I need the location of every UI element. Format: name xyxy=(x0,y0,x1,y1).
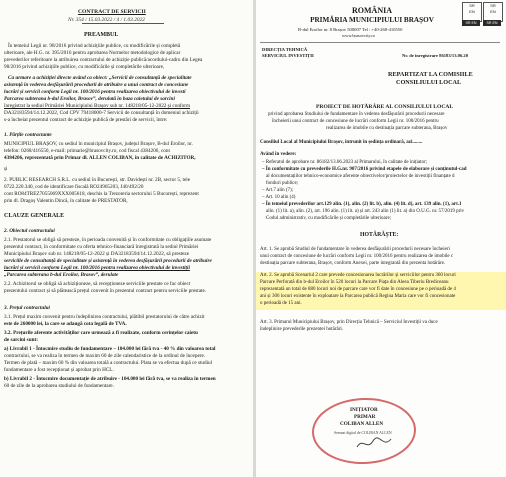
view-line: – Art. 10 alin (4) xyxy=(262,195,296,200)
country-title: ROMÂNIA xyxy=(352,6,392,15)
view-line: – Referatul de aprobare nr. 86182/13.06.2023 al Primarului, în calitate de inițiator; xyxy=(262,160,428,165)
preamble-line: Parcarea subterana b-dul Eroilor, Brasov”, derulată în baza caietului de sarcini xyxy=(4,96,175,102)
department-name: DIRECȚIA TEHNICĂ xyxy=(262,47,308,52)
preamble-line: lucrări și servicii conform Legii nr. 100/2016 pentru realizarea obiectivului de investi xyxy=(4,89,186,95)
institution-website: www.brasovcity.ro xyxy=(342,33,376,38)
article-line: unui contract de concesiune de lucrări conform Legii nr. 100/2016 pentru realizarea de imobile c xyxy=(260,254,454,259)
price-line: 3.2. Prețurile aferente activităților care urmează a fi realizate, conform cerințelor caietu xyxy=(4,330,198,336)
parties-line: 2. PUBLIC RESEARCH S.R.L. cu sediul în București, str. Davidești nr. 2B, sector 5, tele xyxy=(4,177,191,183)
preamble-line: s-a încheiat prezentul contract de achiziție publică de prestări de servicii, între: xyxy=(4,117,168,123)
price-line: este de 260000 lei, la care se adaugă cota legală de TVA. xyxy=(4,321,127,327)
registration-number: Nr. de înregistrare 86183/13.06.20 xyxy=(402,53,469,58)
view-line: al documentațiilor tehnico-economice aferente obiectivelor/proiectelor de investiții finanțate d xyxy=(266,174,455,179)
header-rule xyxy=(260,42,500,43)
contract-number: Nr. 354 / 15.03.2022 / 4 / 1.03.2022 xyxy=(68,17,145,23)
view-line: – În temeiul prevederilor art.129 alin. (1), alin. (2) lit. b), alin. (4) lit. d), art. 139 alin. (1), art.1 xyxy=(262,202,462,207)
stamp-name: COLIBAN ALLEN xyxy=(340,421,384,427)
price-line: Termen de plată – maxim 60 % din valoarea totală a contractului. Plata se va efectua după ce studiul xyxy=(4,360,213,366)
project-line: încheierii unui contract de concesiune de lucrări conform Legii nr. 100/2016 pentru xyxy=(272,119,439,124)
parties-line: 4384206, reprezentată prin Primar dl. ALLEN COLIBAN, în calitate de ACHIZITOR, xyxy=(4,155,196,161)
article-line: destinația parcare subterana, Brașov, conform Anexei, parte integrantă din prezenta hotărâre. xyxy=(260,261,446,266)
preamble-line: În temeiul Legii nr. 98/2016 privind achizițiile publice, cu modificările și completă xyxy=(8,43,181,49)
preamble-line: ulterioare, ale H.G. nr. 395/2016 pentru aprobarea Normelor metodologice de aplicar xyxy=(4,50,181,56)
article-line: Art. 2. Se aprobă Scenariul 2 care prevede concesionarea lucrărilor și serviciilor pentru 360 locuri xyxy=(260,273,456,278)
price-line: 60 de zile de la aprobarea studiului de fundamentare. xyxy=(4,383,114,389)
parties-line: și xyxy=(4,166,8,172)
iso-9001-logo-icon: SR EN xyxy=(462,2,482,22)
view-line: – În conformitate cu prevederile H.G.nr. 907/2016 privind etapele de elaborare și conținutul-cad xyxy=(262,167,467,172)
price-line: 3.1. Prețul maxim convenit pentru îndeplinirea contractului, plătibil prestatorului de către achizit xyxy=(4,314,205,320)
contract-title: CONTRACT DE SERVICII xyxy=(78,9,146,15)
signature-icon xyxy=(355,435,395,453)
object-line: prezentul contract, în conformitate cu oferta tehnico-financiară înregistrată la sediul Primăriei xyxy=(4,244,199,250)
parties-line: cont RO84TREZ7055069XXX005618, deschis la Trezoreria sectorului 5 București, reprezent xyxy=(4,191,199,197)
council-line: Consiliul Local al Municipiului Brașov, întrunit în ședința ordinară, azi........ xyxy=(260,140,423,145)
article-line: Parcare Perforată din b-dul Eroilor în 520 locuri la Parcare Piața din Aleea Tiberiu Brediceanu xyxy=(260,280,449,285)
general-clauses-heading: CLAUZE GENERALE xyxy=(4,213,65,219)
committee-title-2: CONSILIULUI LOCAL xyxy=(396,79,462,86)
iso-14001-logo-icon: SR EN xyxy=(483,2,503,22)
object-heading: 2. Obiectul contractului xyxy=(4,228,55,234)
stamp-digital-note: Semnat digital de COLIBAN ALLEN xyxy=(334,431,392,435)
decides-heading: HOTĂRĂȘTE: xyxy=(360,232,399,238)
object-line: serviciile de consultanță de specialitate și asistență în vederea desfășurării procedurii de atribuire xyxy=(4,258,212,264)
parties-line: prin dl. Dragoș Valentin Dincă, în calitate de PRESTATOR, xyxy=(4,198,128,204)
project-line: privind aprobarea Studiului de fundamentare în vederea desfășurării procedurii necesare xyxy=(268,112,445,117)
price-line: contractului, se va realiza în termen de maxim 60 de zile calendaristice de la ordinul de începere. xyxy=(4,353,206,359)
number-underline xyxy=(82,23,164,24)
preamble-heading: PREAMBUL xyxy=(84,32,119,38)
having-in-view: Având în vedere: xyxy=(260,152,297,157)
object-line: Municipiului Brașov sub nr. 148218/05-12-2022 și DA32183594/14.12.2022, să presteze xyxy=(4,251,190,257)
article-line: ani și 306 locuri existente în exploatare la Parcarea publică Regina Maria care vor fi concesionate xyxy=(260,294,456,299)
article-line: Art. 3. Primarul Municipiului Brașov, prin Direcția Tehnică – Serviciul Investiții va duce xyxy=(260,320,438,325)
preamble-line: 98/2016 privind achizițiile publice, cu modificările și completările ulterioare, xyxy=(4,64,165,70)
institution-address: B-dul Eroilor nr. 8 Brașov 500007 Tel : +40-268-416550 xyxy=(298,27,403,32)
department-service: SERVICIUL INVESTIȚII xyxy=(262,53,314,58)
object-line: 2.2. Achizitorul se obligă să achiziționeze, să recepționeze serviciile prestate ce fac obiect xyxy=(4,281,191,287)
view-line: alin. (1) lit. a), alin. (2), art. 196 alin. (1) lit. a) și art. 243 alin (1) lit. a) din O.U.G. nr. 57/2019 priv xyxy=(266,209,465,214)
institution-title: PRIMĂRIA MUNICIPIULUI BRAȘOV xyxy=(310,16,434,24)
project-line: realizarea de imobile cu destinația parcare subterana, Brașov xyxy=(326,126,448,131)
object-line: lucrări și servicii conform Legii nr. 100/2016 pentru realizarea obiectivului de investiții xyxy=(4,265,190,271)
price-heading: 3. Prețul contractului xyxy=(4,305,50,311)
article-line: Art. 1. Se aprobă Studiul de fundamentare în vederea desfășurării procedurii necesare încheieri xyxy=(260,247,450,252)
object-line: prezentului contract și să plătească prețul convenit în prezentul contract pentru serviciile prestate. xyxy=(4,288,207,294)
price-line: fundamentare a fost recepționat și aprobat prin HCL. xyxy=(4,367,114,373)
preamble-line: asistență în vederea desfășurării procedurii de atribuire a unui contract de concesiune xyxy=(4,82,189,88)
article-line: o perioadă de 15 ani. xyxy=(260,301,302,306)
parties-line: telefon: 0268/416550, e-mail: primarie@brasovcity.ro, cod fiscal 4384206, cont xyxy=(4,148,170,154)
preamble-line: Ca urmare a achiziției directe având ca obiect: „Servicii de consultanță de specialitate xyxy=(8,75,192,81)
price-line: b) Livrabil 2 - Întocmire documentație de atribuire - 104.000 lei fără tva, se va realiza în termen xyxy=(4,376,216,382)
preamble-line: prevederilor referitoare la atribuirea contractului de achiziție publică/acordului-cadru din Legea xyxy=(4,57,203,63)
parties-line: 0722.220.340, cod de identificare fiscală RO24965203, J40/492/20 xyxy=(4,184,144,190)
committee-title-1: REPARTIZAT LA COMISIILE xyxy=(388,71,473,78)
parties-line: MUNICIPIUL BRAȘOV, cu sediul în municipiul Brașov, județul Brașov, B-dul Eroilor, nr. xyxy=(4,141,193,147)
price-line: de sarcini sunt: xyxy=(4,337,38,343)
project-title: PROIECT DE HOTĂRÂRE AL CONSILIULUI LOCAL xyxy=(316,104,454,110)
iso-14001-label: SR EN ISO 14001 xyxy=(483,21,501,31)
object-line: „Parcarea subterana b-dul Eroilor, Brasov”, derulate xyxy=(4,272,119,278)
article-line: reprezentată un total de 880 locuri noi de parcare care vor fi date în concesiune pe o perioadă de 4 xyxy=(260,287,456,292)
iso-9001-label: SR EN ISO 9001 xyxy=(463,21,479,31)
parties-heading: 1. Părțile contractante xyxy=(4,132,52,138)
stamp-initiator: INIȚIATOR xyxy=(350,407,378,413)
object-line: 2.1. Prestatorul se obligă să presteze, în perioada convenită și în conformitate cu obligațiile asumate xyxy=(4,237,212,243)
view-line: Codul administrativ, cu modificările și completările ulterioare; xyxy=(266,216,392,221)
price-line: a) Livrabil 1 - Întocmire studiu de fundamentare – 104.000 lei fără tva - 40 % din valoarea total xyxy=(4,346,216,352)
article-line: îndeplinire prevederile prezentei hotărâri. xyxy=(260,327,344,332)
preamble-line: DA32183594/14.12.2022, Cod CPV 79418000-7 Servicii de consultanță în domeniul achiziții xyxy=(4,110,199,116)
stamp-mayor: PRIMAR xyxy=(354,414,376,420)
view-line: – Art.7 alin (7); xyxy=(262,188,294,193)
preamble-line: înregistrat la sediul Primăriei Municipiului Brașov sub nr. 148218/05-12-2022 și conform xyxy=(4,103,191,109)
view-line: fonduri publice; xyxy=(266,181,299,186)
